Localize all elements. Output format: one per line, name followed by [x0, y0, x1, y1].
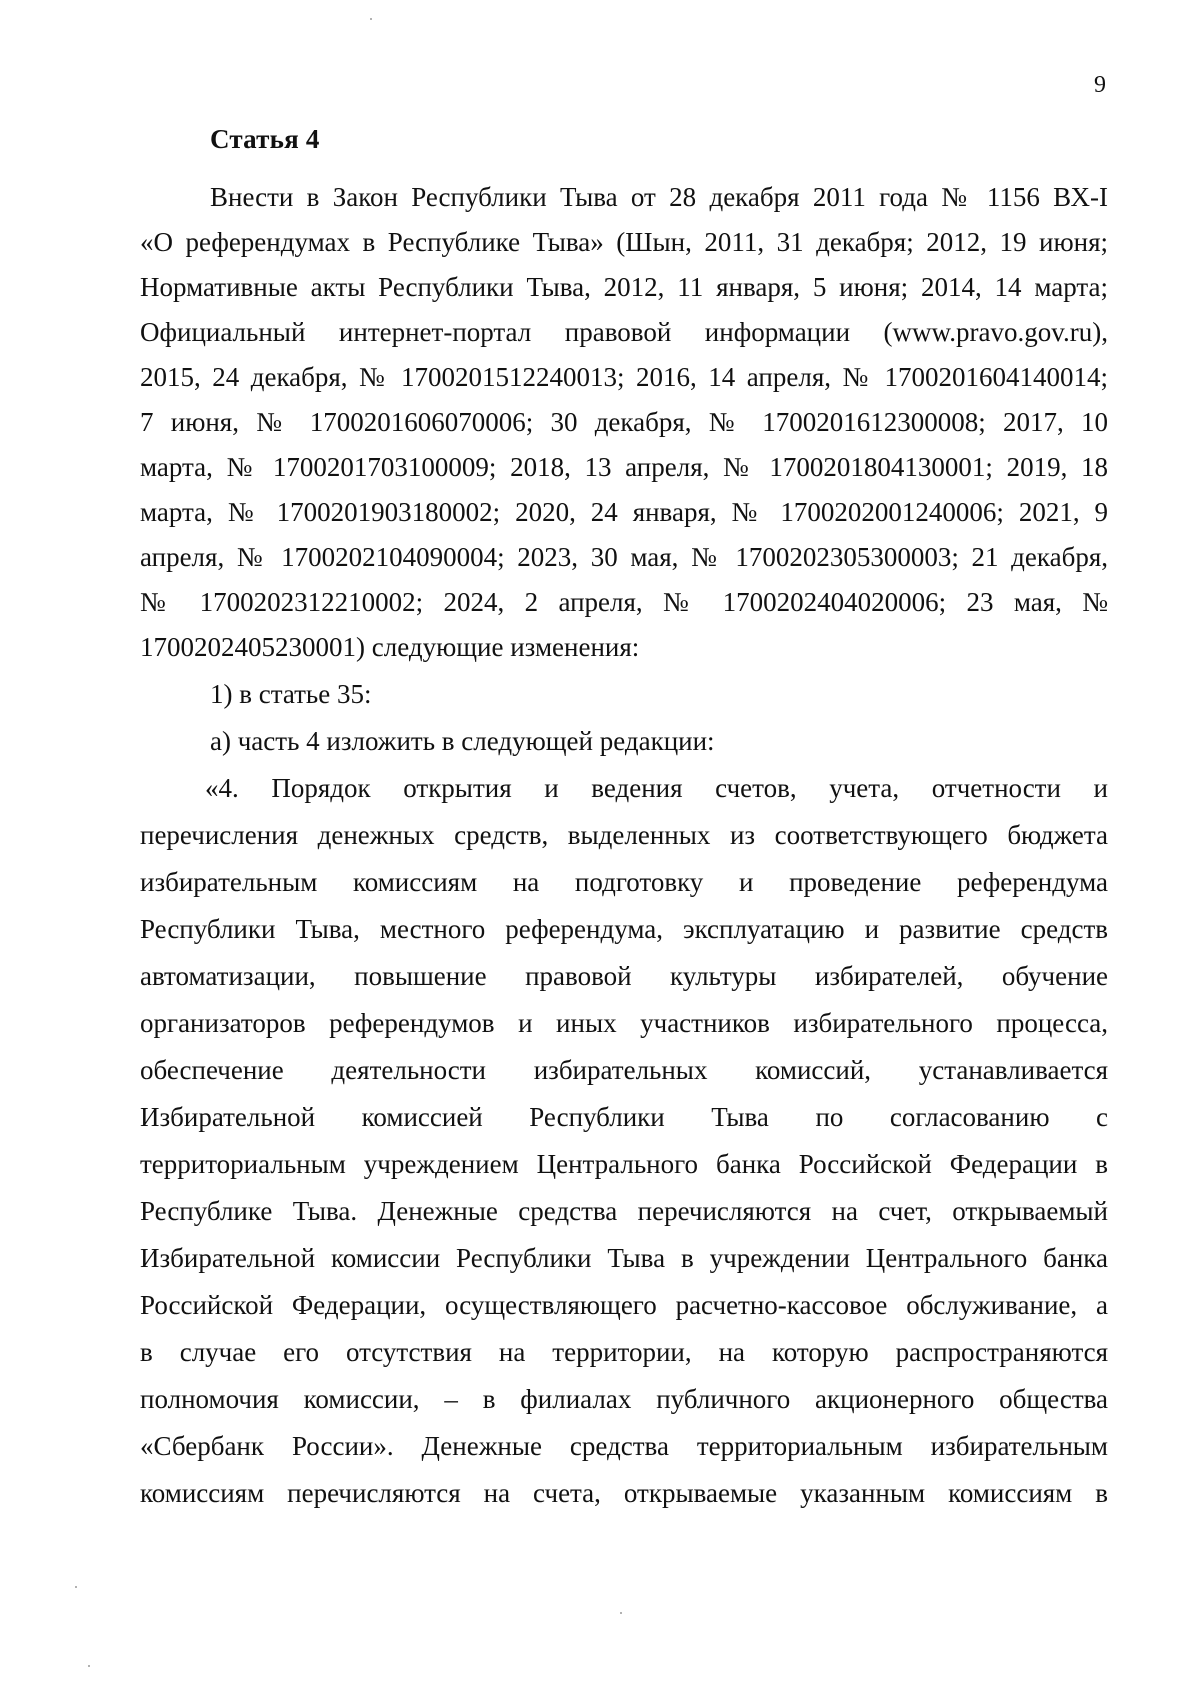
text-line: избирательным комиссиям на подготовку и проведение референдума	[140, 867, 1108, 897]
text-line: Избирательной комиссии Республики Тыва в учреждении Центрального банка	[140, 1243, 1108, 1273]
text-line: 2015, 24 декабря, № 1700201512240013; 2016, 14 апреля, № 1700201604140014;	[140, 362, 1108, 392]
text-line: 7 июня, № 1700201606070006; 30 декабря, № 1700201612300008; 2017, 10	[140, 407, 1108, 437]
text-line: «4. Порядок открытия и ведения счетов, учета, отчетности и	[205, 773, 1108, 803]
text-line: марта, № 1700201703100009; 2018, 13 апреля, № 1700201804130001; 2019, 18	[140, 452, 1108, 482]
text-line: «Сбербанк России». Денежные средства территориальным избирательным	[140, 1431, 1108, 1461]
text-line: обеспечение деятельности избирательных комиссий, устанавливается	[140, 1055, 1108, 1085]
text-line: Внести в Закон Республики Тыва от 28 декабря 2011 года № 1156 ВХ-I	[210, 182, 1108, 212]
text-line: организаторов референдумов и иных участников избирательного процесса,	[140, 1008, 1108, 1038]
text-line: марта, № 1700201903180002; 2020, 24 января, № 1700202001240006; 2021, 9	[140, 497, 1108, 527]
text-line: 1) в статье 35:	[210, 679, 372, 709]
text-line: в случае его отсутствия на территории, на которую распространяются	[140, 1337, 1108, 1367]
text-line: «О референдумах в Республике Тыва» (Шын, 2011, 31 декабря; 2012, 19 июня;	[140, 227, 1108, 257]
text-line: Республики Тыва, местного референдума, эксплуатацию и развитие средств	[140, 914, 1108, 944]
scan-speck	[75, 1586, 77, 1588]
text-line: Нормативные акты Республики Тыва, 2012, 11 января, 5 июня; 2014, 14 марта;	[140, 272, 1108, 302]
text-line: Российской Федерации, осуществляющего расчетно-кассовое обслуживание, а	[140, 1290, 1108, 1320]
scan-speck	[370, 18, 372, 20]
text-line: перечисления денежных средств, выделенных из соответствующего бюджета	[140, 820, 1108, 850]
text-line: автоматизации, повышение правовой культуры избирателей, обучение	[140, 961, 1108, 991]
text-line: территориальным учреждением Центрального банка Российской Федерации в	[140, 1149, 1108, 1179]
article-heading: Статья 4	[210, 124, 320, 154]
text-line: апреля, № 1700202104090004; 2023, 30 мая, № 1700202305300003; 21 декабря,	[140, 542, 1108, 572]
page-number: 9	[1094, 72, 1106, 98]
text-line: 1700202405230001) следующие изменения:	[140, 632, 640, 662]
text-line: а) часть 4 изложить в следующей редакции:	[210, 726, 715, 756]
scan-speck	[620, 1612, 622, 1614]
text-line: Избирательной комиссией Республики Тыва по согласованию с	[140, 1102, 1108, 1132]
text-line: Официальный интернет-портал правовой информации (www.pravo.gov.ru),	[140, 317, 1108, 347]
text-line: комиссиям перечисляются на счета, открываемые указанным комиссиям в	[140, 1478, 1108, 1508]
text-line: Республике Тыва. Денежные средства перечисляются на счет, открываемый	[140, 1196, 1108, 1226]
text-line: полномочия комиссии, – в филиалах публичного акционерного общества	[140, 1384, 1108, 1414]
text-line: № 1700202312210002; 2024, 2 апреля, № 1700202404020006; 23 мая, №	[140, 587, 1108, 617]
scan-speck	[88, 1665, 90, 1667]
